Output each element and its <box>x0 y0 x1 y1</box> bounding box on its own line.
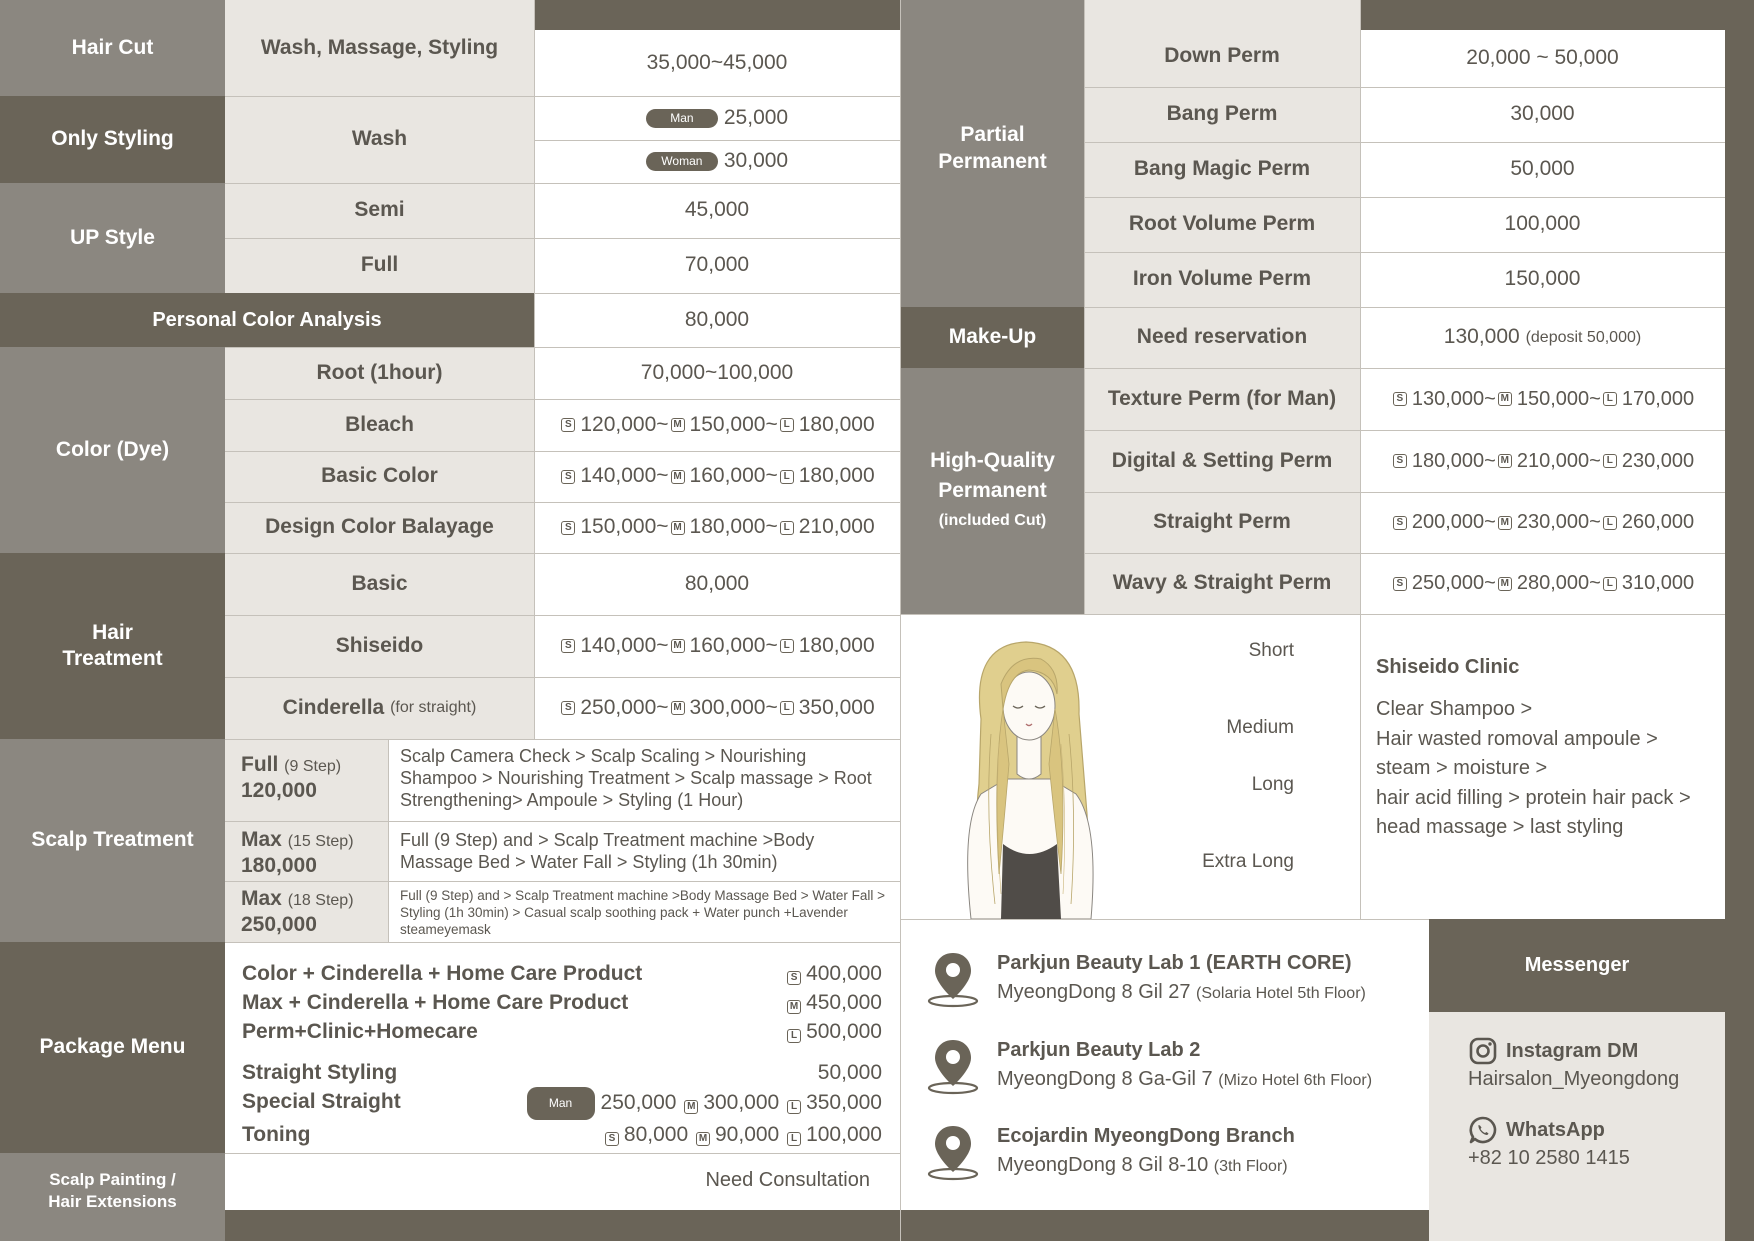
plan-price: 120,000 <box>241 779 317 802</box>
size-m-mark: M <box>671 521 685 535</box>
messenger-panel <box>1429 1012 1725 1241</box>
scalp-full-desc: Scalp Camera Check > Scalp Scaling > Nourishing Shampoo > Nourishing Treatment > Scalp massage > Root Strengthening> Ampoule > Styling (1 Hour) <box>388 739 900 821</box>
category-only-styling: Only Styling <box>0 96 225 183</box>
plan-price: 250,000 <box>241 913 317 936</box>
location-name: Ecojardin MyeongDong Branch <box>997 1125 1295 1147</box>
size-s-mark: S <box>1393 516 1407 530</box>
category-line: Scalp Painting / <box>49 1170 176 1189</box>
combo-name: Perm+Clinic+Homecare <box>242 1020 478 1043</box>
package-name: Toning <box>242 1123 311 1146</box>
size-s-mark: S <box>561 701 575 715</box>
price-m: 150,000~ <box>689 412 778 436</box>
size-s-mark: S <box>1393 577 1407 591</box>
price-value: 25,000 <box>723 105 789 129</box>
right-edge-bar <box>1725 0 1754 1241</box>
size-l-mark: L <box>787 1029 801 1043</box>
clinic-step: Hair wasted romoval ampoule > <box>1376 727 1658 750</box>
clinic-step: hair acid filling > protein hair pack > <box>1376 786 1691 809</box>
package-combo-row <box>242 988 882 1017</box>
divider <box>534 293 900 294</box>
map-pin-icon <box>925 1122 981 1182</box>
size-m-mark: M <box>1498 454 1512 468</box>
location-item <box>925 949 1366 1009</box>
package-panel <box>225 942 900 1153</box>
price-s: 140,000~ <box>580 633 669 657</box>
length-medium: Medium <box>1226 717 1294 738</box>
service-digital-setting-perm: Digital & Setting Perm <box>1084 430 1360 492</box>
divider <box>1084 252 1725 253</box>
price-l: 230,000 <box>1621 449 1695 472</box>
price-wavy-straight-perm <box>1360 553 1725 614</box>
size-m-mark: M <box>671 470 685 484</box>
package-styling-list <box>242 1058 882 1149</box>
location-name: Parkjun Beauty Lab 1 (EARTH CORE) <box>997 952 1352 974</box>
divider <box>388 739 389 942</box>
price-s: 250,000~ <box>1411 572 1496 594</box>
price-s: 140,000~ <box>580 464 669 488</box>
divider <box>1084 307 1725 308</box>
plan-name: Full <box>241 753 279 776</box>
divider <box>225 553 900 554</box>
price-full: 70,000 <box>534 238 900 293</box>
instagram-link[interactable] <box>1468 1036 1725 1066</box>
category-color-dye: Color (Dye) <box>0 347 225 553</box>
service-wash-massage-styling: Wash, Massage, Styling <box>225 0 534 96</box>
price-bang-perm: 30,000 <box>1360 87 1725 142</box>
size-s-mark: S <box>561 470 575 484</box>
plan-name: Max <box>241 887 282 910</box>
scalp-full-label <box>225 739 388 821</box>
service-note: (for straight) <box>390 699 477 716</box>
price-value: 30,000 <box>723 149 789 173</box>
price-wash-woman <box>534 140 900 183</box>
length-extra-long: Extra Long <box>1202 851 1294 872</box>
category-hair-cut: Hair Cut <box>0 0 225 96</box>
price-root-volume-perm: 100,000 <box>1360 197 1725 252</box>
price-texture-perm <box>1360 368 1725 430</box>
price-l: 310,000 <box>1621 572 1695 594</box>
clinic-steps <box>1376 695 1725 843</box>
man-badge: Man <box>527 1087 595 1120</box>
divider <box>534 140 900 141</box>
divider <box>1084 553 1725 554</box>
price-m: 300,000 <box>703 1091 780 1115</box>
divider <box>225 183 900 184</box>
price-m: 280,000~ <box>1516 572 1601 594</box>
category-hq-perm <box>901 368 1084 614</box>
size-s-mark: S <box>561 521 575 535</box>
category-line: Hair <box>92 620 133 644</box>
map-pin-icon <box>925 1036 981 1096</box>
category-partial-perm <box>901 0 1084 307</box>
category-line: Treatment <box>62 647 163 670</box>
price-s: 200,000~ <box>1411 511 1496 533</box>
service-need-reservation: Need reservation <box>1084 307 1360 368</box>
location-note: (Mizo Hotel 6th Floor) <box>1218 1072 1373 1089</box>
price-s: 250,000~ <box>580 695 669 719</box>
service-basic: Basic <box>225 553 534 615</box>
divider <box>901 919 1429 920</box>
clinic-step: Clear Shampoo > <box>1376 698 1533 720</box>
price-wash-man <box>534 96 900 140</box>
price-note: (deposit 50,000) <box>1525 328 1642 346</box>
category-line: High-Quality <box>930 449 1055 472</box>
divider <box>225 1153 900 1154</box>
service-bleach: Bleach <box>225 399 534 451</box>
price-down-perm: 20,000 ~ 50,000 <box>1360 30 1725 87</box>
category-scalp-treatment: Scalp Treatment <box>0 739 225 942</box>
hair-length-panel <box>901 614 1360 919</box>
clinic-step: head massage > last styling <box>1376 816 1624 838</box>
divider <box>225 502 900 503</box>
size-s-mark: S <box>561 639 575 653</box>
price-m: 300,000~ <box>689 695 778 719</box>
price-s: 150,000~ <box>580 515 669 539</box>
price-root: 70,000~100,000 <box>534 347 900 399</box>
price-scalp-painting: Need Consultation <box>225 1153 900 1210</box>
price-l: 180,000 <box>798 412 875 436</box>
divider <box>225 615 900 616</box>
price-l: 180,000 <box>798 633 875 657</box>
price-m: 230,000~ <box>1516 511 1601 533</box>
combo-name: Max + Cinderella + Home Care Product <box>242 991 629 1014</box>
shiseido-clinic-panel <box>1360 614 1725 919</box>
price-m: 90,000 <box>715 1123 780 1146</box>
size-l-mark: L <box>1603 516 1617 530</box>
category-scalp-painting <box>0 1153 225 1241</box>
price-basic-color <box>534 451 900 502</box>
size-s-mark: S <box>561 418 575 432</box>
size-s-mark: S <box>605 1132 619 1146</box>
price-m: 180,000~ <box>689 515 778 539</box>
category-line: (included Cut) <box>938 512 1047 529</box>
category-package-menu: Package Menu <box>0 942 225 1153</box>
price-l: 100,000 <box>806 1123 882 1146</box>
clinic-title: Shiseido Clinic <box>1376 656 1520 678</box>
divider <box>1084 142 1725 143</box>
divider <box>225 677 900 678</box>
plan-price: 180,000 <box>241 854 317 877</box>
man-badge: Man <box>646 109 718 128</box>
size-m-mark: M <box>671 639 685 653</box>
scalp-max15-label <box>225 821 388 881</box>
price-l: 350,000 <box>806 1091 882 1115</box>
instagram-id: Hairsalon_Myeongdong <box>1468 1068 1680 1090</box>
price-s: 180,000~ <box>1411 449 1496 472</box>
divider <box>225 821 900 822</box>
divider <box>225 739 900 740</box>
size-l-mark: L <box>780 521 794 535</box>
whatsapp-label: WhatsApp <box>1506 1118 1605 1141</box>
size-m-mark: M <box>1498 577 1512 591</box>
service-wavy-straight-perm: Wavy & Straight Perm <box>1084 553 1360 614</box>
service-iron-volume-perm: Iron Volume Perm <box>1084 252 1360 307</box>
divider <box>225 347 900 348</box>
price-l: 170,000 <box>1621 387 1695 410</box>
combo-name: Color + Cinderella + Home Care Product <box>242 962 643 985</box>
service-straight-perm: Straight Perm <box>1084 492 1360 553</box>
size-s-mark: S <box>787 971 801 985</box>
divider <box>1084 0 1085 614</box>
price-m: 210,000~ <box>1516 449 1601 472</box>
service-basic-color: Basic Color <box>225 451 534 502</box>
price-s: 80,000 <box>623 1123 689 1146</box>
divider <box>225 881 900 882</box>
price-cinderella <box>534 677 900 739</box>
price-l: 350,000 <box>798 695 875 719</box>
category-make-up: Make-Up <box>901 307 1084 368</box>
package-row <box>242 1087 882 1120</box>
divider <box>1360 0 1361 919</box>
whatsapp-number: +82 10 2580 1415 <box>1468 1147 1630 1169</box>
divider <box>225 942 900 943</box>
category-personal-color: Personal Color Analysis <box>0 293 534 347</box>
price-digital-setting-perm <box>1360 430 1725 492</box>
divider <box>534 0 535 739</box>
size-l-mark: L <box>787 1100 801 1114</box>
service-root-volume-perm: Root Volume Perm <box>1084 197 1360 252</box>
price-semi: 45,000 <box>534 183 900 238</box>
category-hair-treatment <box>0 553 225 739</box>
whatsapp-icon <box>1468 1115 1498 1145</box>
scalp-max18-label <box>225 881 388 942</box>
package-price: 50,000 <box>817 1061 882 1084</box>
price-l: 210,000 <box>798 515 875 539</box>
size-m-mark: M <box>684 1100 698 1114</box>
location-note: (3th Floor) <box>1213 1158 1288 1175</box>
price-l: 180,000 <box>798 464 875 488</box>
price-m: 150,000~ <box>1516 387 1601 410</box>
package-combo-list <box>242 959 882 1046</box>
map-pin-icon <box>925 949 981 1009</box>
divider <box>1084 492 1725 493</box>
price-basic: 80,000 <box>534 553 900 615</box>
price-l: 260,000 <box>1621 511 1695 533</box>
scalp-max15-desc: Full (9 Step) and > Scalp Treatment machine >Body Massage Bed > Water Fall > Styling (1h 30min) <box>388 821 900 881</box>
service-down-perm: Down Perm <box>1084 0 1360 87</box>
scalp-max18-desc: Full (9 Step) and > Scalp Treatment machine >Body Massage Bed > Water Fall > Styling (1h 30min) > Casual scalp soothing pack + Water punch +Lavender steameyemask <box>388 881 900 942</box>
service-cinderella <box>225 677 534 739</box>
price-s: 130,000~ <box>1411 387 1496 410</box>
size-l-mark: L <box>787 1132 801 1146</box>
size-l-mark: L <box>780 639 794 653</box>
price-m: 160,000~ <box>689 633 778 657</box>
location-note: (Solaria Hotel 5th Floor) <box>1196 985 1366 1002</box>
footer-strip <box>225 1210 900 1241</box>
category-line: Partial <box>960 123 1025 147</box>
category-line: Hair Extensions <box>48 1192 177 1211</box>
size-m-mark: M <box>671 701 685 715</box>
combo-price: 400,000 <box>806 962 882 985</box>
service-bang-magic-perm: Bang Magic Perm <box>1084 142 1360 197</box>
header-strip <box>534 0 900 30</box>
divider <box>1084 430 1725 431</box>
price-s: 120,000~ <box>580 412 669 436</box>
plan-steps: (18 Step) <box>287 892 354 909</box>
size-s-mark: S <box>1393 454 1407 468</box>
price-personal-color: 80,000 <box>534 293 900 347</box>
service-name: Cinderella <box>282 695 385 719</box>
whatsapp-link[interactable] <box>1468 1115 1725 1145</box>
category-up-style: UP Style <box>0 183 225 293</box>
instagram-icon <box>1468 1036 1498 1066</box>
service-shiseido: Shiseido <box>225 615 534 677</box>
divider <box>1084 368 1725 369</box>
price-shiseido <box>534 615 900 677</box>
service-full: Full <box>225 238 534 293</box>
service-semi: Semi <box>225 183 534 238</box>
service-design-color: Design Color Balayage <box>225 502 534 553</box>
package-name: Special Straight <box>242 1090 401 1113</box>
divider <box>225 96 900 97</box>
location-address: MyeongDong 8 Ga-Gil 7 <box>997 1068 1213 1090</box>
size-l-mark: L <box>780 418 794 432</box>
size-m-mark: M <box>671 418 685 432</box>
location-item <box>925 1036 1372 1096</box>
price-iron-volume-perm: 150,000 <box>1360 252 1725 307</box>
length-short: Short <box>1248 640 1294 661</box>
price-m: 160,000~ <box>689 464 778 488</box>
size-m-mark: M <box>1498 516 1512 530</box>
package-row <box>242 1120 882 1149</box>
divider <box>225 399 900 400</box>
divider <box>225 238 900 239</box>
size-m-mark: M <box>1498 392 1512 406</box>
location-address: MyeongDong 8 Gil 27 <box>997 981 1191 1003</box>
size-l-mark: L <box>1603 454 1617 468</box>
service-wash: Wash <box>225 96 534 183</box>
price-bang-magic-perm: 50,000 <box>1360 142 1725 197</box>
package-name: Straight Styling <box>242 1061 398 1084</box>
size-l-mark: L <box>780 701 794 715</box>
size-l-mark: L <box>780 470 794 484</box>
divider <box>1084 197 1725 198</box>
size-s-mark: S <box>1393 392 1407 406</box>
messenger-header: Messenger <box>1429 919 1725 1012</box>
length-long: Long <box>1251 774 1294 795</box>
price-make-up <box>1360 307 1725 368</box>
plan-name: Max <box>241 828 282 851</box>
service-bang-perm: Bang Perm <box>1084 87 1360 142</box>
location-name: Parkjun Beauty Lab 2 <box>997 1039 1201 1061</box>
size-m-mark: M <box>696 1132 710 1146</box>
instagram-label: Instagram DM <box>1506 1039 1639 1062</box>
divider <box>1084 87 1725 88</box>
category-line: Permanent <box>938 479 1047 502</box>
divider <box>901 614 1725 615</box>
size-l-mark: L <box>1603 392 1617 406</box>
footer-strip <box>901 1210 1429 1241</box>
plan-steps: (9 Step) <box>284 758 342 775</box>
package-combo-row <box>242 1017 882 1046</box>
price-design-color <box>534 502 900 553</box>
location-address: MyeongDong 8 Gil 8-10 <box>997 1154 1209 1176</box>
clinic-step: steam > moisture > <box>1376 757 1548 779</box>
service-texture-perm: Texture Perm (for Man) <box>1084 368 1360 430</box>
price-straight-perm <box>1360 492 1725 553</box>
location-item <box>925 1122 1295 1182</box>
price-man: 250,000 <box>600 1091 677 1115</box>
combo-price: 500,000 <box>806 1020 882 1043</box>
woman-badge: Woman <box>646 152 718 171</box>
price-value: 130,000 <box>1443 325 1520 349</box>
service-root: Root (1hour) <box>225 347 534 399</box>
size-m-mark: M <box>787 1000 801 1014</box>
size-l-mark: L <box>1603 577 1617 591</box>
divider <box>225 451 900 452</box>
package-row <box>242 1058 882 1087</box>
price-bleach <box>534 399 900 451</box>
header-strip <box>1360 0 1725 30</box>
package-combo-row <box>242 959 882 988</box>
category-line: Permanent <box>938 149 1047 173</box>
combo-price: 450,000 <box>806 991 882 1014</box>
plan-steps: (15 Step) <box>287 833 354 850</box>
price-hair-cut: 35,000~45,000 <box>534 30 900 96</box>
